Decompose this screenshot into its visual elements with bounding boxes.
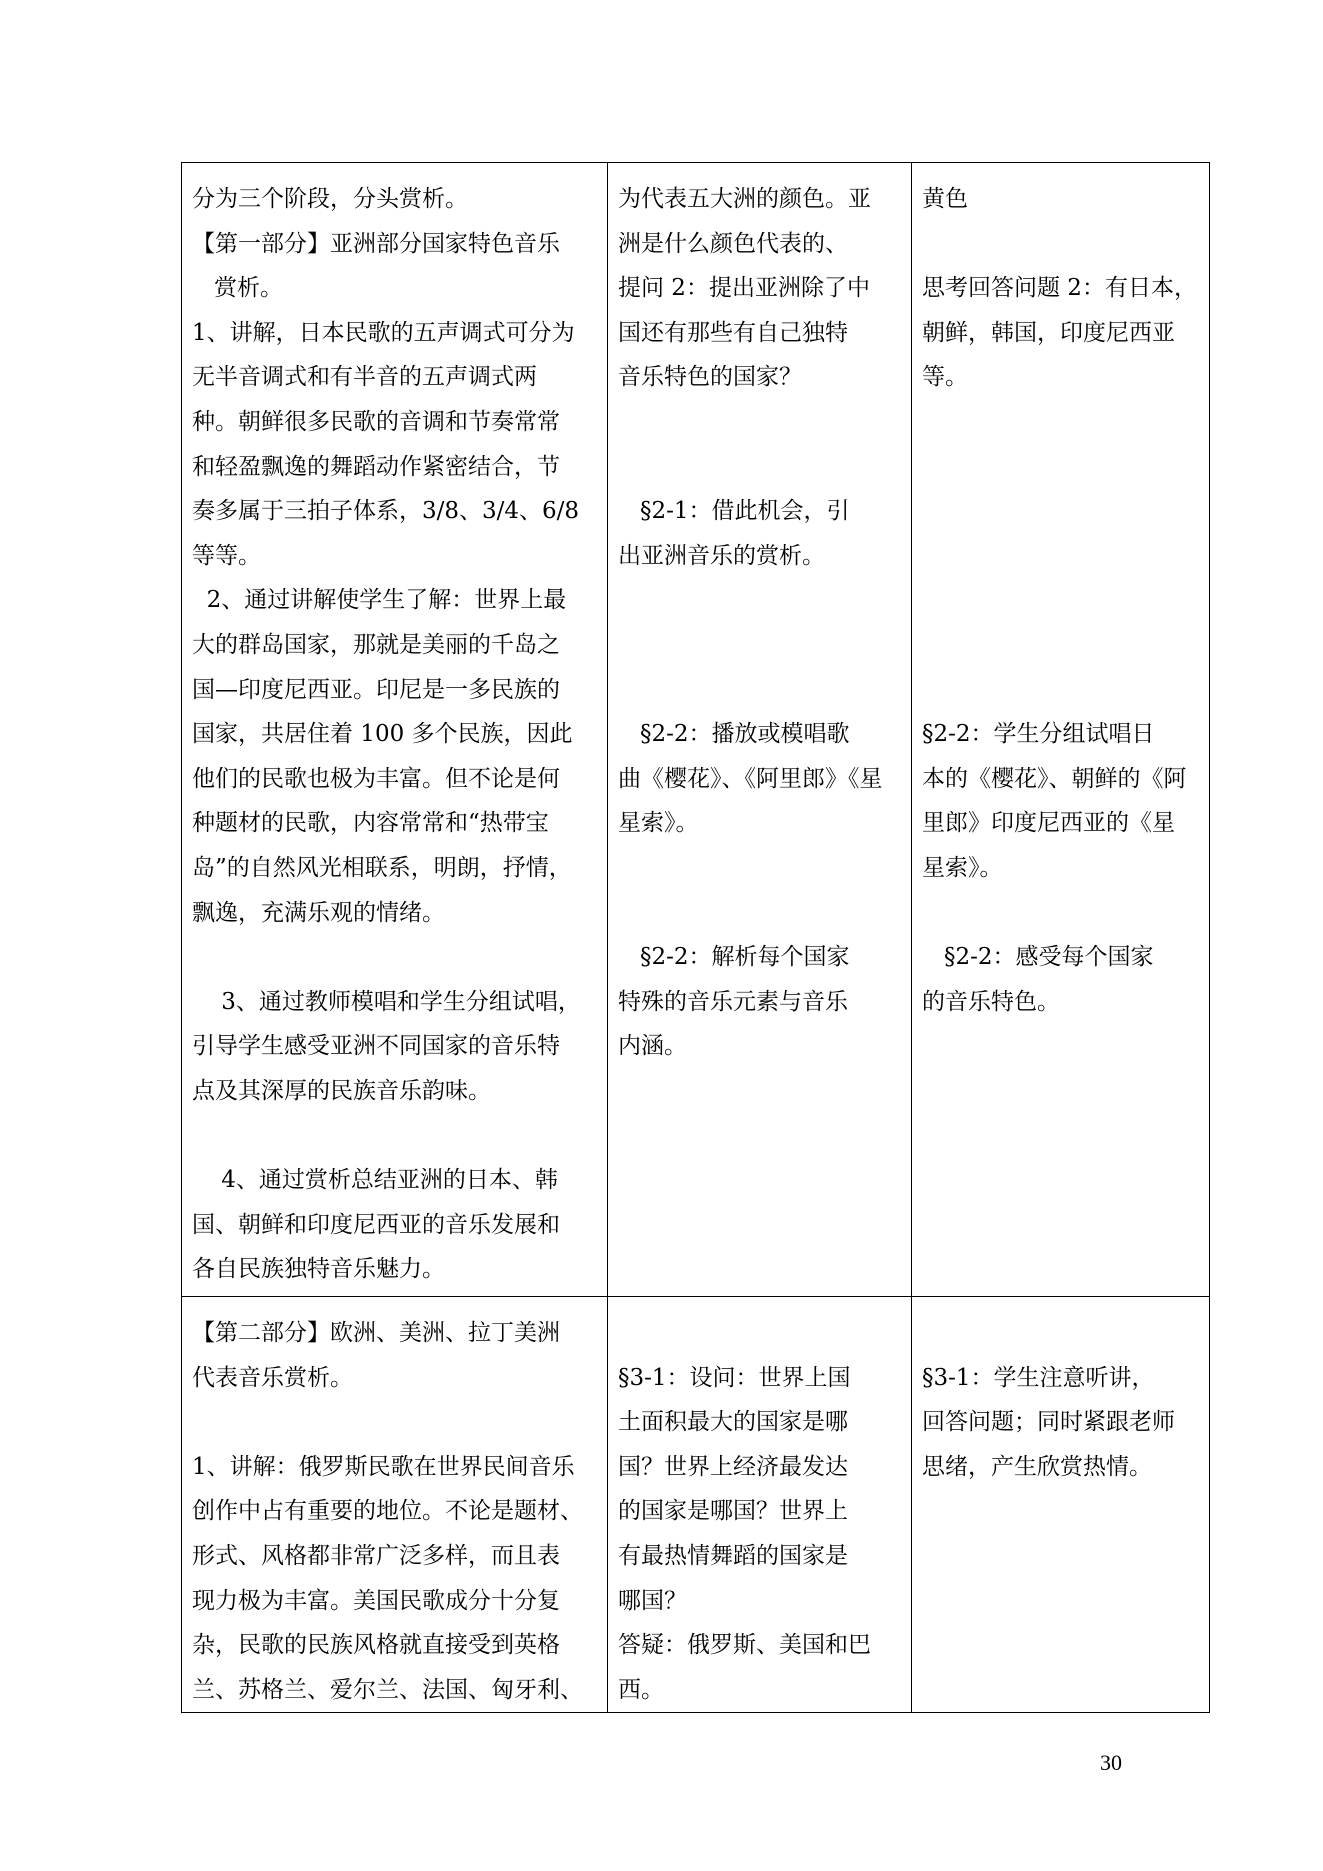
- text-line: 和轻盈飘逸的舞蹈动作紧密结合，节: [192, 453, 560, 480]
- text-line: 思考回答问题 2：有日本，: [922, 275, 1197, 302]
- text-line: 现力极为丰富。美国民歌成分十分复: [192, 1587, 560, 1614]
- text-line: 国家，共居住着 100 多个民族，因此: [192, 721, 573, 748]
- text-line: 提问 2：提出亚洲除了中: [618, 275, 870, 302]
- text-line: 朝鲜，韩国，印度尼西亚: [922, 319, 1175, 346]
- text-line: 形式、风格都非常广泛多样，而且表: [192, 1542, 560, 1569]
- text-line: 代表音乐赏析。: [192, 1364, 353, 1391]
- lesson-plan-table: [181, 162, 1210, 1713]
- text-line: 黄色: [922, 186, 968, 212]
- text-line: 岛”的自然风光相联系，明朗，抒情，: [192, 854, 572, 881]
- text-line: 洲是什么颜色代表的、: [618, 230, 848, 257]
- text-line: 星索》。: [922, 854, 1003, 881]
- text-line: [618, 668, 901, 713]
- text-line: 特殊的音乐元素与音乐: [618, 988, 848, 1015]
- text-line: 1、讲解，日本民歌的五声调式可分为: [192, 319, 575, 346]
- text-line: 兰、苏格兰、爱尔兰、法国、匈牙利、: [192, 1676, 583, 1703]
- text-line: [618, 846, 901, 891]
- text-line: [922, 400, 1199, 445]
- text-line: 有最热情舞蹈的国家是: [618, 1542, 848, 1569]
- text-line: 赏析。: [192, 275, 283, 302]
- text-line: 点及其深厚的民族音乐韵味。: [192, 1077, 491, 1104]
- text-line: 大的群岛国家，那就是美丽的千岛之: [192, 631, 560, 658]
- text-line: 音乐特色的国家？: [618, 364, 802, 391]
- text-line: [192, 1113, 597, 1158]
- text-line: [922, 623, 1199, 668]
- text-line: 引导学生感受亚洲不同国家的音乐特: [192, 1033, 560, 1060]
- text-line: 哪国？: [618, 1587, 687, 1614]
- teacher-activity-cell: [608, 1297, 912, 1713]
- text-line: 飘逸，充满乐观的情绪。: [192, 899, 445, 926]
- text-line: 【第二部分】欧洲、美洲、拉丁美洲: [192, 1320, 560, 1346]
- table-row: [182, 1297, 1210, 1713]
- text-line: §2-2：播放或模唱歌: [618, 721, 850, 748]
- text-line: [618, 623, 901, 668]
- text-line: 国？世界上经济最发达: [618, 1453, 848, 1480]
- text-line: 的音乐特色。: [922, 988, 1060, 1015]
- text-line: 西。: [618, 1676, 664, 1703]
- teaching-content-cell: [182, 163, 608, 1297]
- text-line: [922, 534, 1199, 579]
- student-activity-cell: [912, 1297, 1210, 1713]
- text-line: 土面积最大的国家是哪: [618, 1409, 848, 1436]
- text-line: 各自民族独特音乐魅力。: [192, 1256, 445, 1283]
- text-line: [922, 222, 1199, 267]
- text-line: 本的《樱花》、朝鲜的《阿: [922, 765, 1187, 792]
- text-line: [192, 935, 597, 980]
- text-line: 国—印度尼西亚。印尼是一多民族的: [192, 676, 560, 703]
- text-line: 思绪，产生欣赏热情。: [922, 1453, 1152, 1480]
- text-line: 【第一部分】亚洲部分国家特色音乐: [192, 230, 560, 257]
- teaching-content-cell: [182, 1297, 608, 1713]
- text-line: 奏多属于三拍子体系，3/8、3/4、6/8: [192, 498, 580, 525]
- text-line: [618, 400, 901, 445]
- text-line: §2-1：借此机会，引: [618, 498, 850, 525]
- text-line: [922, 668, 1199, 713]
- text-line: 种题材的民歌，内容常常和“热带宝: [192, 810, 549, 837]
- text-line: §3-1：设问：世界上国: [618, 1364, 851, 1391]
- text-line: 内涵。: [618, 1033, 687, 1060]
- text-line: 国还有那些有自己独特: [618, 319, 848, 346]
- text-line: 创作中占有重要的地位。不论是题材、: [192, 1498, 583, 1525]
- text-line: 无半音调式和有半音的五声调式两: [192, 364, 537, 391]
- text-line: 星索》。: [618, 810, 699, 837]
- student-activity-cell: [912, 163, 1210, 1297]
- text-line: [922, 578, 1199, 623]
- table-row: [182, 163, 1210, 1297]
- text-line: [618, 891, 901, 936]
- text-line: 曲《樱花》、《阿里郎》《星: [618, 765, 883, 792]
- text-line: 里郎》印度尼西亚的《星: [922, 810, 1175, 837]
- text-line: 为代表五大洲的颜色。亚: [618, 186, 871, 212]
- text-line: 回答问题；同时紧跟老师: [922, 1409, 1175, 1436]
- text-line: 4、通过赏析总结亚洲的日本、韩: [192, 1167, 558, 1194]
- text-line: 2、通过讲解使学生了解：世界上最: [192, 587, 567, 614]
- text-line: §2-2：学生分组试唱日: [922, 721, 1155, 748]
- teacher-activity-cell: [608, 163, 912, 1297]
- text-line: 种。朝鲜很多民歌的音调和节奏常常: [192, 408, 560, 435]
- text-line: 国、朝鲜和印度尼西亚的音乐发展和: [192, 1211, 560, 1238]
- text-line: 的国家是哪国？世界上: [618, 1498, 848, 1525]
- text-line: 答疑：俄罗斯、美国和巴: [618, 1632, 871, 1659]
- text-line: [618, 445, 901, 490]
- text-line: 他们的民歌也极为丰富。但不论是何: [192, 765, 560, 792]
- text-line: 杂，民歌的民族风格就直接受到英格: [192, 1632, 560, 1659]
- text-line: [618, 1311, 901, 1356]
- text-line: [192, 1400, 597, 1445]
- text-line: 1、讲解：俄罗斯民歌在世界民间音乐: [192, 1453, 575, 1480]
- page-number: 30: [1100, 1750, 1122, 1775]
- text-line: 出亚洲音乐的赏析。: [618, 542, 825, 569]
- text-line: [922, 445, 1199, 490]
- text-line: [922, 891, 1199, 936]
- text-line: 3、通过教师模唱和学生分组试唱，: [192, 988, 581, 1015]
- text-line: [922, 1311, 1199, 1356]
- text-line: 分为三个阶段，分头赏析。: [192, 186, 468, 212]
- text-line: §2-2：感受每个国家: [922, 944, 1154, 971]
- text-line: [618, 578, 901, 623]
- text-line: 等等。: [192, 542, 261, 569]
- text-line: [922, 489, 1199, 534]
- text-line: 等。: [922, 364, 968, 391]
- text-line: §3-1：学生注意听讲，: [922, 1364, 1155, 1391]
- text-line: §2-2：解析每个国家: [618, 944, 850, 971]
